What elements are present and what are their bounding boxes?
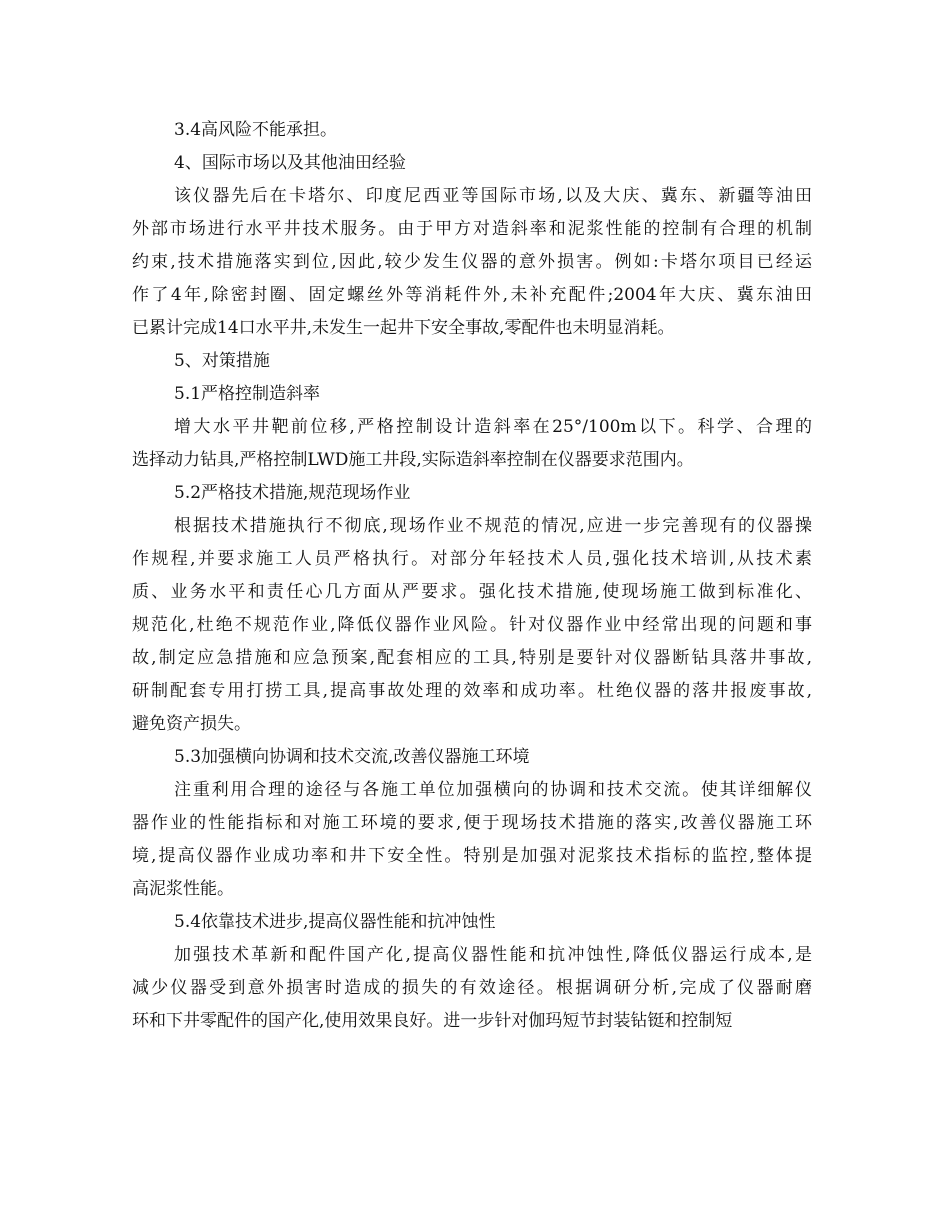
paragraph-line: 该仪器先后在卡塔尔、印度尼西亚等国际市场,以及大庆、冀东、新疆等油田 <box>174 186 812 206</box>
paragraph <box>132 510 812 741</box>
section-heading: 5.1严格控制造斜率 <box>174 384 321 404</box>
paragraph-line: 境,提高仪器作业成功率和井下安全性。特别是加强对泥浆技术指标的监控,整体提 <box>132 846 812 866</box>
paragraph-line: 增大水平井靶前位移,严格控制设计造斜率在25°/100m以下。科学、合理的 <box>174 417 812 437</box>
paragraph <box>132 939 812 1038</box>
paragraph-line: 加强技术革新和配件国产化,提高仪器性能和抗冲蚀性,降低仪器运行成本,是 <box>174 945 812 965</box>
paragraph <box>132 774 812 906</box>
document-body <box>132 114 812 1038</box>
section-heading: 4、国际市场以及其他油田经验 <box>174 153 406 173</box>
paragraph-line: 注重利用合理的途径与各施工单位加强横向的协调和技术交流。使其详细解仪 <box>174 780 812 800</box>
paragraph-line: 减少仪器受到意外损害时造成的损失的有效途径。根据调研分析,完成了仪器耐磨 <box>132 978 812 998</box>
paragraph-line: 根据技术措施执行不彻底,现场作业不规范的情况,应进一步完善现有的仪器操 <box>174 516 812 536</box>
paragraph <box>132 180 812 345</box>
section-heading: 5.2严格技术措施,规范现场作业 <box>174 483 411 503</box>
paragraph-line: 高泥浆性能。 <box>132 879 234 899</box>
paragraph-line: 约束,技术措施落实到位,因此,较少发生仪器的意外损害。例如:卡塔尔项目已经运 <box>132 252 812 272</box>
paragraph-line: 器作业的性能指标和对施工环境的要求,便于现场技术措施的落实,改善仪器施工环 <box>132 813 812 833</box>
paragraph-line: 质、业务水平和责任心几方面从严要求。强化技术措施,使现场施工做到标准化、 <box>132 582 812 602</box>
section-heading: 5.3加强横向协调和技术交流,改善仪器施工环境 <box>174 747 530 767</box>
paragraph-line: 已累计完成14口水平井,未发生一起井下安全事故,零配件也未明显消耗。 <box>132 318 675 338</box>
paragraph-line: 外部市场进行水平井技术服务。由于甲方对造斜率和泥浆性能的控制有合理的机制 <box>132 219 812 239</box>
section-heading: 5、对策措施 <box>174 351 270 371</box>
section-heading: 5.4依靠技术进步,提高仪器性能和抗冲蚀性 <box>174 912 496 932</box>
paragraph-line: 作规程,并要求施工人员严格执行。对部分年轻技术人员,强化技术培训,从技术素 <box>132 549 812 569</box>
paragraph <box>132 411 812 477</box>
section-heading: 3.4高风险不能承担。 <box>174 120 338 140</box>
paragraph-line: 环和下井零配件的国产化,使用效果良好。进一步针对伽玛短节封装钻铤和控制短 <box>132 1011 733 1031</box>
paragraph-line: 避免资产损失。 <box>132 714 251 734</box>
paragraph-line: 作了4年,除密封圈、固定螺丝外等消耗件外,未补充配件;2004年大庆、冀东油田 <box>132 285 812 305</box>
paragraph-line: 规范化,杜绝不规范作业,降低仪器作业风险。针对仪器作业中经常出现的问题和事 <box>132 615 812 635</box>
paragraph-line: 研制配套专用打捞工具,提高事故处理的效率和成功率。杜绝仪器的落井报废事故, <box>132 681 812 701</box>
paragraph-line: 选择动力钻具,严格控制LWD施工井段,实际造斜率控制在仪器要求范围内。 <box>132 450 694 470</box>
paragraph-line: 故,制定应急措施和应急预案,配套相应的工具,特别是要针对仪器断钻具落井事故, <box>132 648 812 668</box>
